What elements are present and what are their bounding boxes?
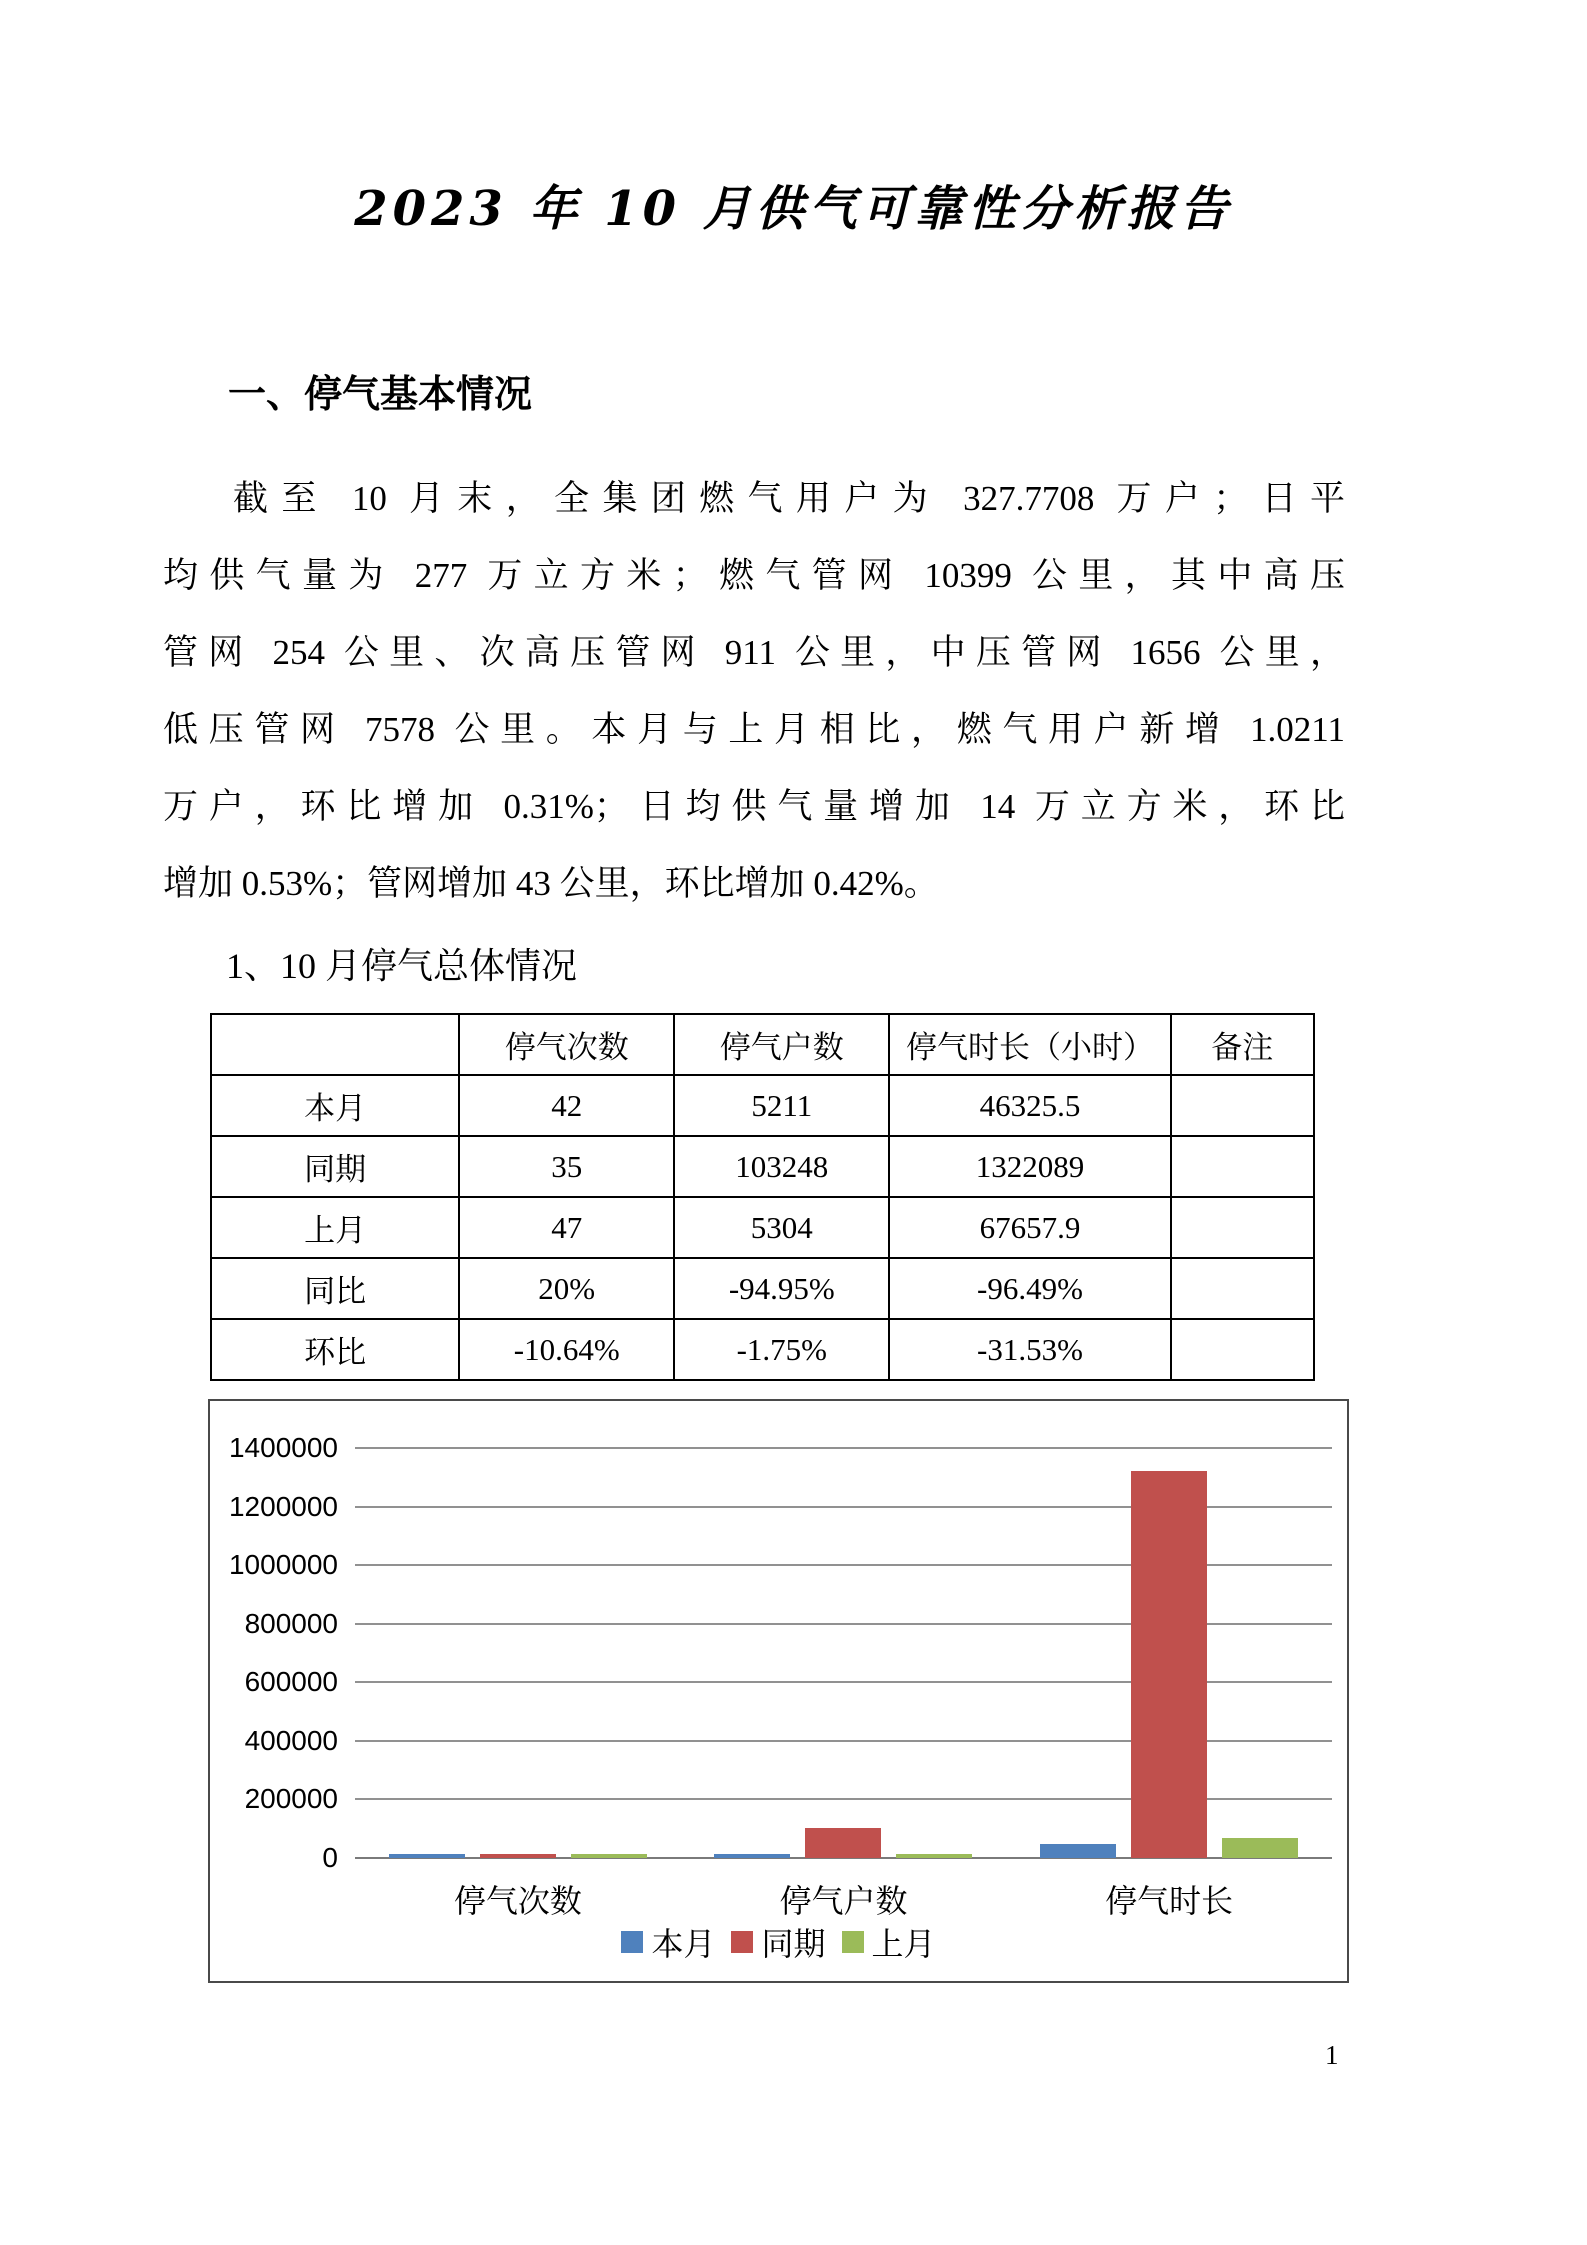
chart-category-label: 停气时长	[1105, 1883, 1234, 1919]
chart-bar	[1040, 1844, 1116, 1858]
legend-item	[842, 1919, 936, 1965]
table-header-row	[211, 1014, 1314, 1075]
y-axis-tick-label: 1000000	[228, 1549, 338, 1581]
table-cell: 103248	[674, 1136, 889, 1197]
row-label-cell: 同比	[211, 1258, 459, 1319]
y-axis-tick-label: 800000	[244, 1607, 338, 1639]
row-label-cell: 上月	[211, 1197, 459, 1258]
y-axis-tick-label: 400000	[244, 1724, 338, 1756]
bar-cluster	[1006, 1448, 1332, 1858]
paragraph-line: 增加 0.53%；管网增加 43 公里，环比增加 0.42%。	[163, 864, 939, 903]
chart-bar	[896, 1854, 972, 1858]
paragraph-line: 万户，环比增加 0.31%；日均供气量增加 14 万立方米，环比	[163, 787, 1345, 826]
legend-color-swatch	[731, 1931, 753, 1953]
chart-category-label: 停气次数	[453, 1883, 582, 1919]
legend-label: 本月	[651, 1926, 716, 1962]
outage-bar-chart	[208, 1399, 1349, 1983]
table-row	[211, 1075, 1314, 1136]
table-cell	[1171, 1136, 1314, 1197]
table-cell	[1171, 1319, 1314, 1380]
row-label-cell: 本月	[211, 1075, 459, 1136]
paragraph-line: 均供气量为 277 万立方米；燃气管网 10399 公里，其中高压	[163, 556, 1345, 595]
table-cell: -96.49%	[889, 1258, 1170, 1319]
table-cell: 46325.5	[889, 1075, 1170, 1136]
table-cell: -31.53%	[889, 1319, 1170, 1380]
legend-label: 同期	[761, 1926, 826, 1962]
paragraph-line: 管网 254 公里、次高压管网 911 公里，中压管网 1656 公里，	[163, 633, 1345, 672]
table-cell: -94.95%	[674, 1258, 889, 1319]
chart-bar	[480, 1854, 556, 1858]
chart-legend	[210, 1919, 1347, 1965]
table-cell	[1171, 1075, 1314, 1136]
section-heading: 一、停气基本情况	[228, 374, 533, 416]
table-cell	[1171, 1197, 1314, 1258]
table-header-cell: 停气户数	[674, 1014, 889, 1075]
chart-bar	[389, 1854, 465, 1858]
table-header-cell: 备注	[1171, 1014, 1314, 1075]
table-header-cell	[211, 1014, 459, 1075]
chart-category-label: 停气户数	[779, 1883, 908, 1919]
bar-cluster	[681, 1448, 1007, 1858]
chart-bar	[1222, 1838, 1298, 1858]
legend-color-swatch	[842, 1931, 864, 1953]
body-paragraph	[163, 460, 1345, 922]
table-cell: -1.75%	[674, 1319, 889, 1380]
table-cell: -10.64%	[459, 1319, 674, 1380]
y-axis-tick-label: 1400000	[228, 1432, 338, 1463]
table-cell: 1322089	[889, 1136, 1170, 1197]
table-cell: 47	[459, 1197, 674, 1258]
legend-item	[731, 1919, 825, 1965]
y-axis-tick-label: 0	[322, 1842, 338, 1873]
chart-bar	[714, 1854, 790, 1858]
table-cell: 42	[459, 1075, 674, 1136]
table-cell: 67657.9	[889, 1197, 1170, 1258]
table-cell: 5304	[674, 1197, 889, 1258]
legend-color-swatch	[621, 1931, 643, 1953]
table-row	[211, 1136, 1314, 1197]
chart-bar	[1131, 1471, 1207, 1858]
row-label-cell: 环比	[211, 1319, 459, 1380]
table-row	[211, 1258, 1314, 1319]
y-axis-tick-label: 200000	[244, 1783, 338, 1815]
outage-summary-table	[210, 1013, 1315, 1381]
legend-label: 上月	[871, 1926, 936, 1962]
table-cell: 20%	[459, 1258, 674, 1319]
table-cell	[1171, 1258, 1314, 1319]
table-row	[211, 1319, 1314, 1380]
chart-bar	[805, 1828, 881, 1858]
subsection-title: 1、10 月停气总体情况	[226, 946, 578, 986]
table-header-cell: 停气时长（小时）	[889, 1014, 1170, 1075]
row-label-cell: 同期	[211, 1136, 459, 1197]
y-axis-tick-label: 1200000	[228, 1490, 338, 1522]
document-title: 2023 年 10 月供气可靠性分析报告	[354, 181, 1233, 237]
page-number: 1	[1325, 2040, 1339, 2070]
table-cell: 5211	[674, 1075, 889, 1136]
paragraph-line: 截至 10 月末，全集团燃气用户为 327.7708 万户；日平	[233, 479, 1345, 518]
table-header-cell: 停气次数	[459, 1014, 674, 1075]
chart-bar	[571, 1854, 647, 1858]
table-cell: 35	[459, 1136, 674, 1197]
paragraph-line: 低压管网 7578 公里。本月与上月相比，燃气用户新增 1.0211	[163, 710, 1345, 749]
y-axis-tick-label: 600000	[244, 1666, 338, 1698]
bar-cluster	[355, 1448, 681, 1858]
table-row	[211, 1197, 1314, 1258]
legend-item	[621, 1919, 715, 1965]
